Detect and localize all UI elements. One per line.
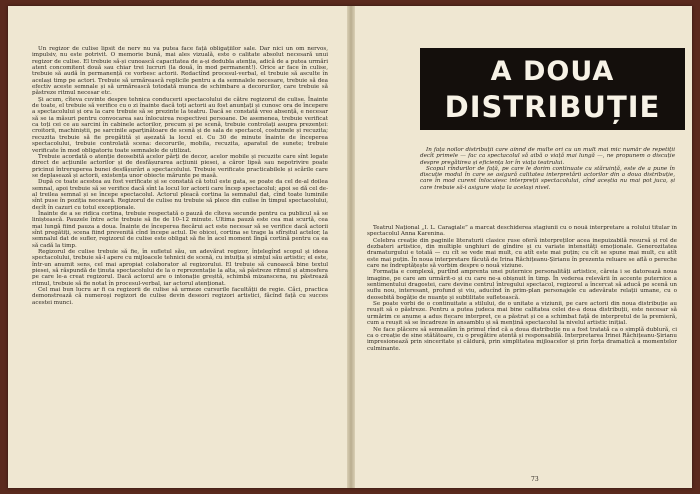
left-page <box>8 6 347 488</box>
paragraph: După ce toate acestea au fost verificate și se constată că totul este gata, se poate da cel de-al doilea semnal, apoi trebuie să se verifice dacă sînt la locul lor actorii care încep spectacolul; apoi se dă cel de-al treilea semnal și se începe spectacolul. Actorul pleacă cortina la semnalul dat, cînd toate luminile sînt puse în poziția necesară. Regizorul de culise nu trebuie să plece din culise în timpul spectacolului, decît în cazuri cu totul excepționale. <box>32 179 328 211</box>
paragraph: Ne face plăcere să semnalăm în primul rînd că a doua distribuție nu a fost tratată ca o simplă dublură, ci ca o creație de sine stătătoare, cu o pregătire atentă și responsabilă. Interpretarea Irinei Răchițeanu-Șirianu impresionează prin sinceritate și căldură, prin simplitatea mijloacelor și prin forța dramatică a momentelor culminante. <box>367 326 677 352</box>
paragraph: Regizorul de culise trebuie să fie, în sufletul său, un adevărat regizor, înțelegînd scopul și ideea spectacolului, trebuie să-l apere cu mijloacele tehnicii de scenă, cu intuiția și simțul său artistic; el este, într-un anumit sens, cel mai apropiat colaborator al regizorului. El trebuie să cunoască bine textul piesei, să răspundă de ținuta spectacolului de la o reprezentație la alta, să păstreze ritmul și atmosfera pe care le-a creat regizorul. Dacă actorul are o intonație greșită, schimbă mizanscena, nu păstrează ritmul, trebuie să fie notat în procesul-verbal, iar actorul atenționat. <box>32 249 328 287</box>
right-page-column <box>367 225 677 475</box>
lead-paragraph: În fața noilor distribuții care aînnd de multe ori cu un mult mai mic număr de repetiții decît primele — fac ca spectacolul să aibă o viață mai lungă —, ne propunem o discuție despre pregătirea și eficiența lor în viața teatrului. <box>420 147 675 166</box>
page-number: 73 <box>531 476 539 483</box>
paragraph: Teatrul Național „I. L. Caragiale” a marcat deschiderea stagiunii cu o nouă interpretare a rolului titular în spectacolul Anna Karenina. <box>367 225 677 238</box>
paragraph: Celebra creație din paginile literaturii clasice ruse oferă interpreților acea inepuizabilă resursă și rol de dezbateri artistice, din multiple unghiuri de gîndire și cu variate intensități emoționale. Generozitatea dramaturgului e totală — cu cît se vede mai mult, cu atît este mai puțin; cu cît se spune mai mult, cu atît este mai puțin. În noua interpretare făcută de Irina Răchițeanu-Șirianu în prezenta reluare se află o pereche care ne îndreptățește să vorbim despre o nouă viziune. <box>367 237 677 270</box>
article-title-line-2: DISTRIBUȚIE <box>444 90 661 124</box>
article-title-line-1: A DOUA <box>490 56 615 87</box>
article-title-banner <box>420 48 685 130</box>
paragraph: Cel mai bun lucru ar fi ca regizorii de culise să urmeze cursurile facultății de regie. Căci, practica demonstrează că numeroși regizori de culise devin deseori regizori artistici, făcînd față cu succes acestei munci. <box>32 287 328 306</box>
paragraph: Un regizor de culise lipsit de nerv nu va putea face față obligațiilor sale. Dar nici un om nervos, impulsiv, nu este potrivit. O memorie bună, mai ales vizuală, este o calitate absolut necesară unui regizor de culise. El trebuie să-și cunoască capacitatea de a-și dedubla atenția, adică de a putea urmări atent concomitent două sau chiar trei lucruri (la două, în mod permanent!). Orice ar face în culise, trebuie să audă în permanență ce vorbesc actorii. Redactînd procesul-verbal, el trebuie să asculte în același timp pe actori. Trebuie să urmărească replicile pentru a da semnalele necesare, trebuie să dea efectiv aceste semnale și să urmărească totodată munca de schimbare a decorurilor, care trebuie să păstreze ritmul necesar etc. <box>32 46 328 97</box>
book-spread <box>8 6 692 488</box>
paragraph: Se poate vorbi de o continuitate a stilului, de o unitate a viziunii, pe care actorii din noua distribuție au reușit să o păstreze. Pentru a putea judeca mai bine calitatea celei de-a doua distribuții, este necesar să urmărim ce anume a adus fiecare interpret, ce a păstrat și ce a schimbat față de interpretul de la premieră, cum a reușit să se încadreze în ansamblu și să mențină spectacolul la nivelul artistic inițial. <box>367 301 677 327</box>
left-page-column <box>32 46 328 472</box>
paragraph: Înainte de a se ridica cortina, trebuie respectată o pauză de cîteva secunde pentru ca publicul să se liniștească. Pauzele între acte trebuie să fie de 10–12 minute. Ultima pauză este cea mai scurtă, cea mai lungă fiind pauza a doua. Înainte de începerea fiecărui act este necesar să se verifice dacă actorii sînt pregătiți, scena fiind prevenită cînd începe actul. De obicei, cortina se trage la sfîrșitul actelor, la semnalul dat de sufler, regizorul de culise este obligat să fie în acel moment lîngă cortină pentru ca ea să cadă la timp. <box>32 210 328 249</box>
book-gutter <box>347 6 355 488</box>
paragraph: Formația e complexă, purtînd amprenta unei puternice personalități artistice, căreia i se datorează noua imagine, pe care am urmărit-o și cu care ne-a obișnuit în timp. În vederea relevării în accente puternice a sentimentului dragostei, care devine centrul întregului spectacol, regizorul a încercat să aducă pe scenă un suflu nou, interesant, profund și viu, aducînd în prim-plan personajele cu adevărate relații umane, cu o deosebită bogăție de nuanțe și subtilitate sufletească. <box>367 269 677 301</box>
right-page <box>355 6 692 488</box>
paragraph: Trebuie acordată o atenție deosebită acelor părți de decor, acelor mobile și recuzite care sînt legate direct de acțiunile actorilor și de desfășurarea acțiunii piesei, a căror lipsă sau nepotrivire poate pricinui întreruperea bunei desfășurări a spectacolului. Trebuie verificate practicabilele și scările care se deplasează și actorii, existența unor obiecte mărunte pe masă. <box>32 153 328 179</box>
lead-paragraph: Scopul rîndurilor de față, pe care le dorim continuate cu stăruință, este de a pune în discuție modul în care se asigură calitatea interpretării actorilor din a doua distribuție, care în mod curent înlocuiesc interpreții spectacolului, cînd aceștia nu mai pot juca, și care trebuie să-i asigure viața la același nivel. <box>420 165 675 191</box>
article-lead <box>420 147 675 219</box>
paragraph: Și acum, cîteva cuvinte despre tehnica conducerii spectacolului de către regizorul de culise. Înainte de toate, el trebuie să verifice cu o zi înainte dacă toți actorii au fost anunțați și cunosc ora de începere a spectacolului și ora la care trebuie să se prezinte la teatru. Dacă se constată vreo absență, e necesar să se ia măsuri pentru convocarea sau înlocuirea respectivei persoane. De asemenea, trebuie verificat ca toți cei ce au sarcini în cabinele actorilor, precum și pe scenă, trebuie controlați asupra prezenței: croitorii, machiniștii, pe sarcinile aparținătoare de scenă și de sala de spectacol, costumele și recuzita; recuzita trebuie să fie pregătită și așezată la locul ei. Cu 30 de minute înainte de începerea spectacolului, trebuie controlată scena: decorurile, mobila, recuzita, aparatul de sunete; trebuie verificate în mod obligatoriu toate semnalele de utilizat. <box>32 96 328 154</box>
